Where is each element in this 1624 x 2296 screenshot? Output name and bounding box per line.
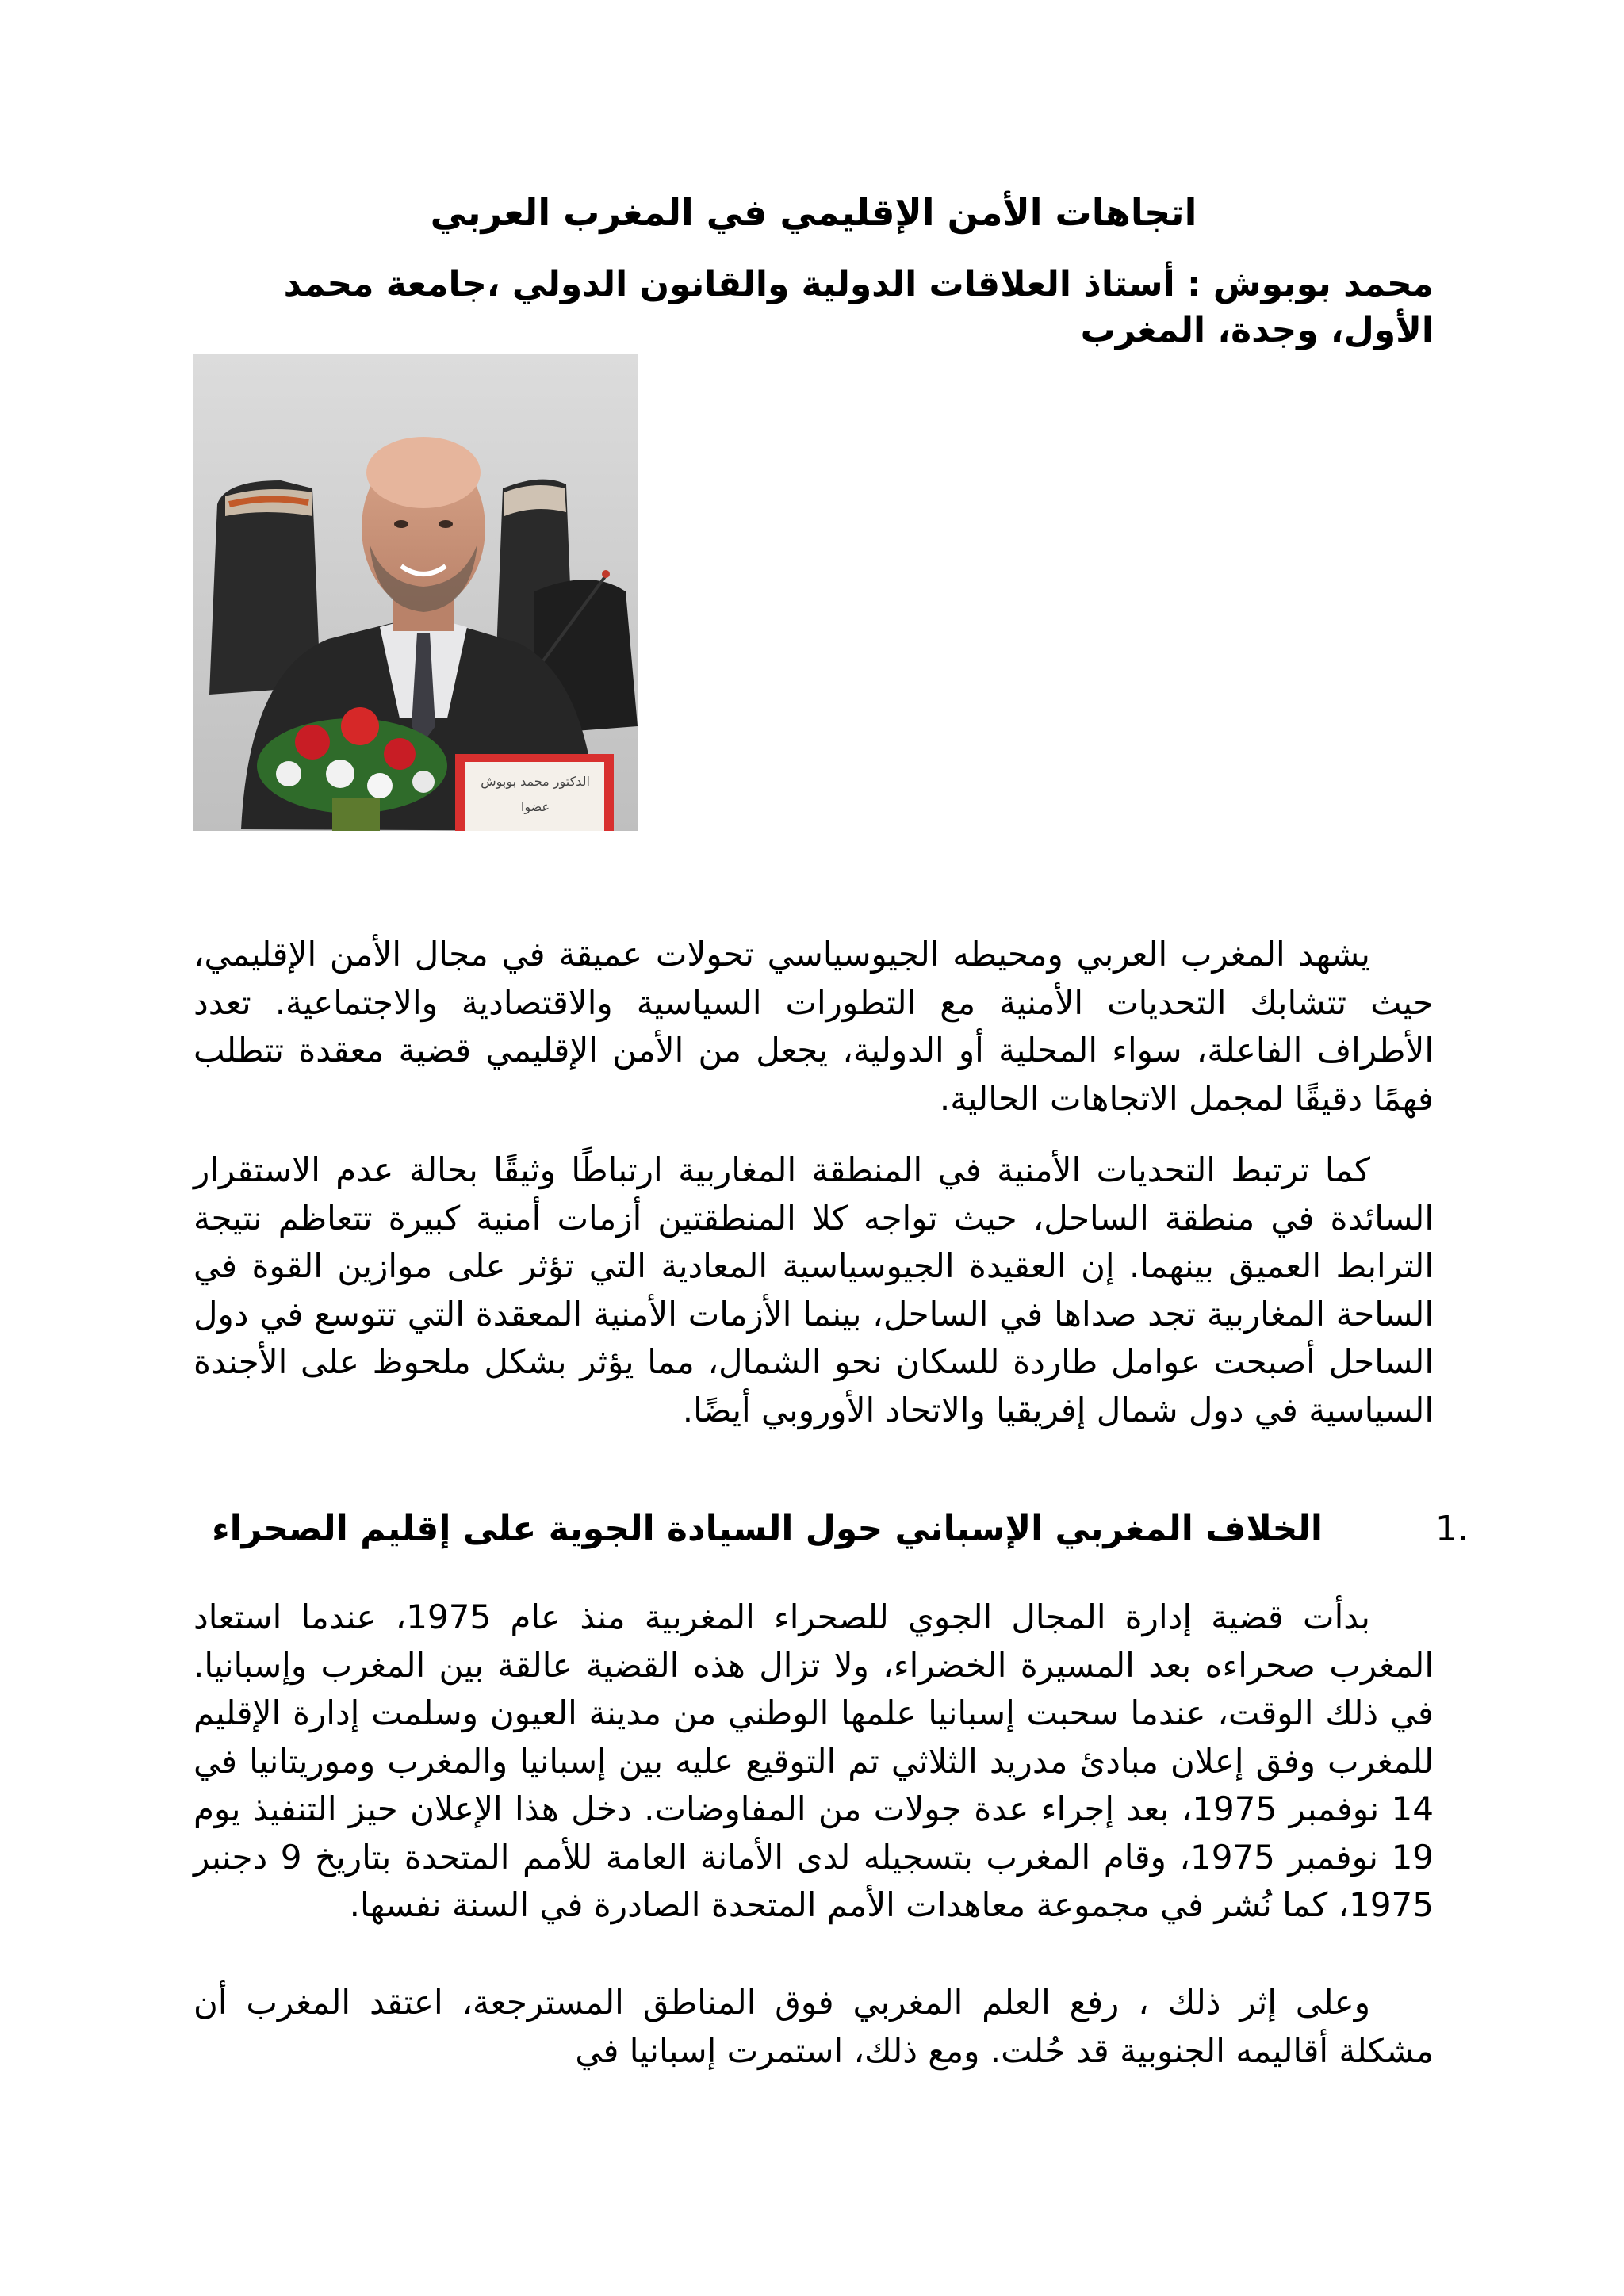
paragraph-sahel — [193, 1146, 1434, 1434]
paragraph-airspace-text: بدأت قضية إدارة المجال الجوي للصحراء المغربية منذ عام 1975، عندما استعاد المغرب صحراءه بعد المسيرة الخضراء، ولا تزال هذه القضية عالقة بين المغرب وإسبانيا. في ذلك الوقت، عندما سحبت إسبانيا علمها الوطني من مدينة العيون وسلمت إدارة الإقليم للمغرب وفق إعلان مبادئ مدريد الثلاثي تم التوقيع عليه بين إسبانيا والمغرب وموريتانيا في 14 نوفمبر 1975، بعد إجراء عدة جولات من المفاوضات. دخل هذا الإعلان حيز التنفيذ يوم 19 نوفمبر 1975، وقام المغرب بتسجيله لدى الأمانة العامة للأمم المتحدة بتاريخ 9 دجنبر 1975، كما نُشر في مجموعة معاهدات الأمم المتحدة الصادرة في السنة نفسها. — [193, 1598, 1434, 1924]
paragraph-intro-text: يشهد المغرب العربي ومحيطه الجيوسياسي تحولات عميقة في مجال الأمن الإقليمي، حيث تتشابك التحديات الأمنية مع التطورات السياسية والاقتصادية والاجتماعية. تعدد الأطراف الفاعلة، سواء المحلية أو الدولية، يجعل من الأمن الإقليمي قضية معقدة تتطلب فهمًا دقيقًا لمجمل الاتجاهات الحالية. — [193, 935, 1434, 1118]
paragraph-airspace — [193, 1594, 1434, 1930]
author-line: محمد بوبوش : أستاذ العلاقات الدولية والقانون الدولي ،جامعة محمد الأول، وجدة، المغرب — [283, 264, 1434, 350]
paragraph-flag — [193, 1979, 1434, 2075]
paragraph-sahel-text: كما ترتبط التحديات الأمنية في المنطقة المغاربية ارتباطًا وثيقًا بحالة عدم الاستقرار السائدة في منطقة الساحل، حيث تواجه كلا المنطقتين أزمات أمنية كبيرة تتعاظم نتيجة الترابط العميق بينهما. إن العقيدة الجيوسياسية المعادية التي تؤثر على موازين القوة في الساحة المغاربية تجد صداها في الساحل، بينما الأزمات الأمنية المعقدة التي تتوسع في دول الساحل أصبحت عوامل طاردة للسكان نحو الشمال، مما يؤثر بشكل ملحوظ على الأجندة السياسية في دول شمال إفريقيا والاتحاد الأوروبي أيضًا. — [193, 1150, 1434, 1429]
paragraph-intro — [193, 931, 1434, 1123]
document-title: اتجاهات الأمن الإقليمي في المغرب العربي — [430, 191, 1197, 234]
author-photo-illustration — [193, 354, 638, 831]
nameplate-line2: عضوا — [520, 799, 550, 814]
section-heading-text: الخلاف المغربي الإسباني حول السيادة الجوية على إقليم الصحراء — [212, 1509, 1323, 1549]
paragraph-flag-text: وعلى إثر ذلك ، رفع العلم المغربي فوق المناطق المسترجعة، اعتقد المغرب أن مشكلة أقاليمه الجنوبية قد حُلت. ومع ذلك، استمرت إسبانيا في — [193, 1983, 1434, 2070]
section-heading — [193, 1506, 1469, 1552]
author-photo — [193, 354, 638, 831]
nameplate-line1: الدكتور محمد بوبوش — [481, 774, 590, 789]
section-number: 1. — [1435, 1509, 1469, 1549]
